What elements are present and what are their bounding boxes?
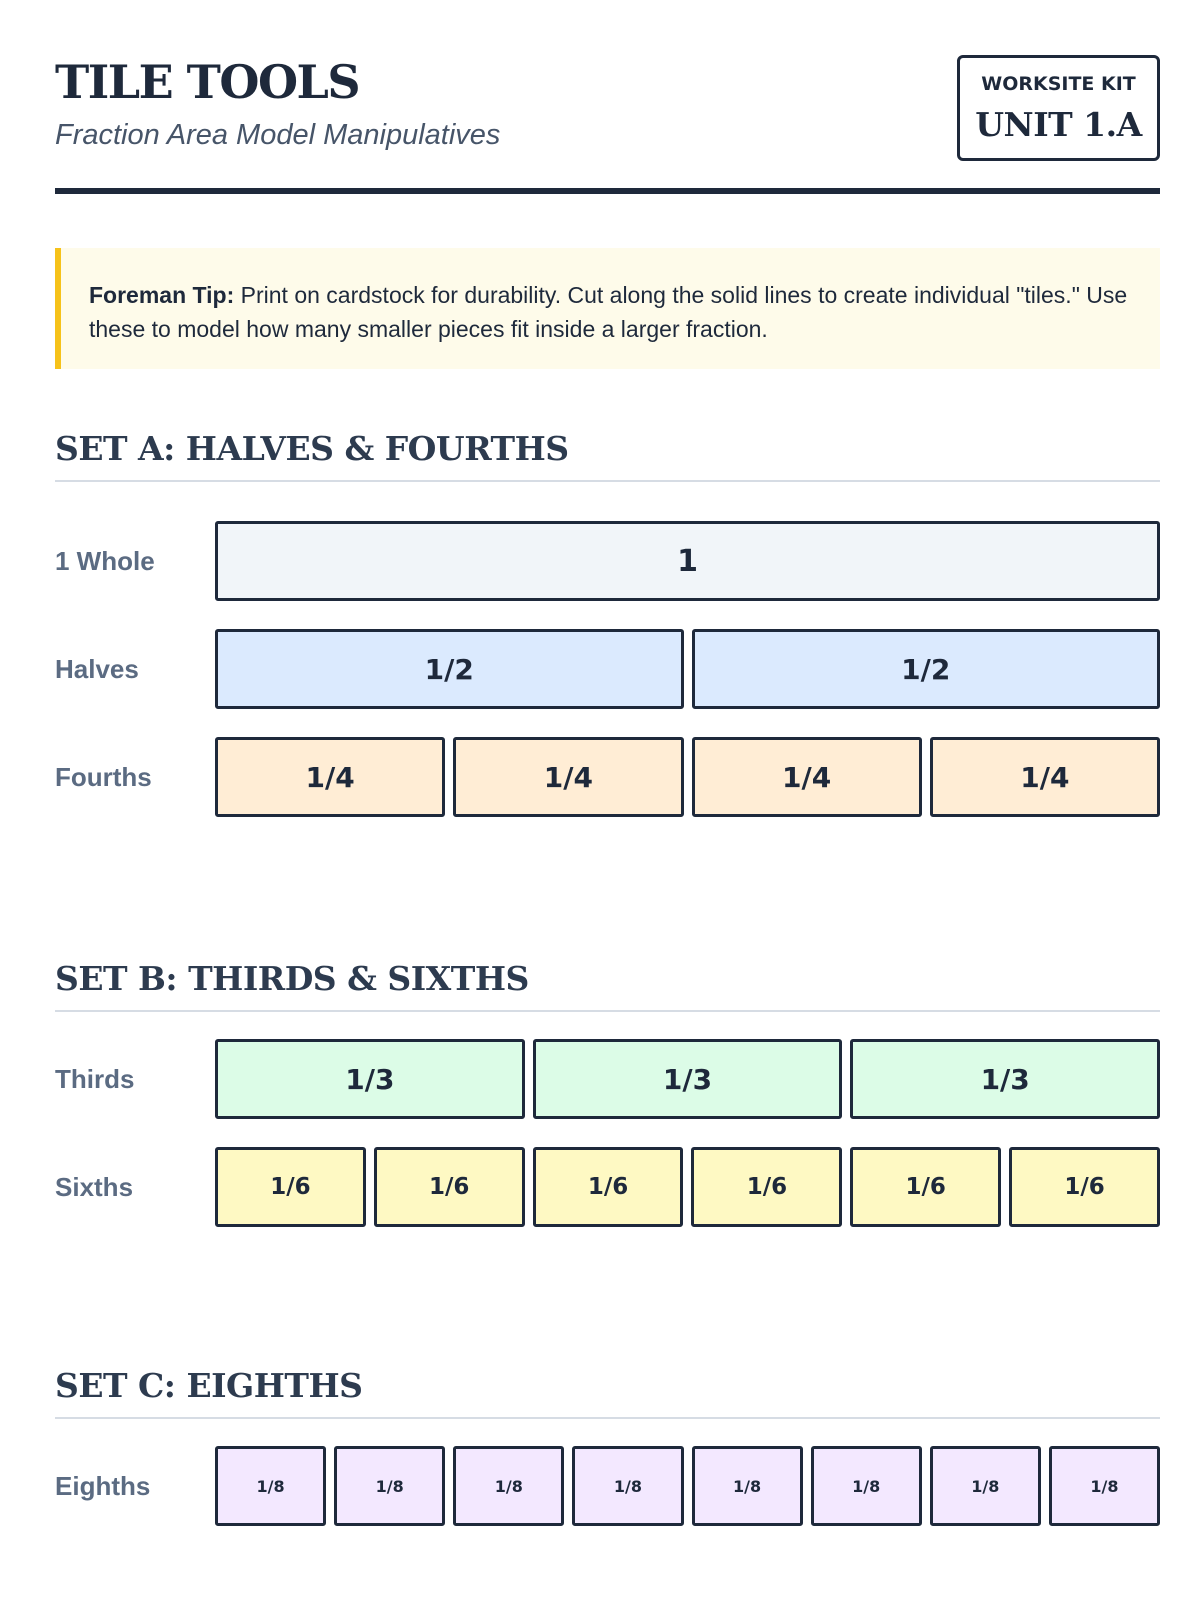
section-title-set-b: SET B: THIRDS & SIXTHS bbox=[55, 959, 529, 998]
tile-eighth[interactable]: 1/8 bbox=[572, 1446, 683, 1526]
tiles-fourths bbox=[215, 737, 1160, 817]
tile-sixth[interactable]: 1/6 bbox=[533, 1147, 684, 1227]
tip-label: Foreman Tip: bbox=[89, 282, 235, 308]
tile-eighth[interactable]: 1/8 bbox=[692, 1446, 803, 1526]
tile-eighth[interactable]: 1/8 bbox=[334, 1446, 445, 1526]
kit-unit: UNIT 1.A bbox=[975, 105, 1142, 144]
tile-half[interactable]: 1/2 bbox=[692, 629, 1161, 709]
tile-fourth[interactable]: 1/4 bbox=[930, 737, 1160, 817]
section-header-set-c bbox=[55, 1366, 1160, 1419]
row-label-eighths: Eighths bbox=[55, 1471, 151, 1501]
tile-fourth[interactable]: 1/4 bbox=[215, 737, 445, 817]
tiles-halves bbox=[215, 629, 1160, 709]
section-header-set-a bbox=[55, 429, 1160, 482]
tile-third[interactable]: 1/3 bbox=[215, 1039, 525, 1119]
tile-eighth[interactable]: 1/8 bbox=[811, 1446, 922, 1526]
tile-half[interactable]: 1/2 bbox=[215, 629, 684, 709]
tile-sixth[interactable]: 1/6 bbox=[374, 1147, 525, 1227]
tiles-whole bbox=[215, 521, 1160, 601]
row-whole bbox=[55, 521, 1160, 601]
row-label-whole: 1 Whole bbox=[55, 546, 155, 576]
section-title-set-c: SET C: EIGHTHS bbox=[55, 1366, 363, 1405]
section-header-set-b bbox=[55, 959, 1160, 1012]
row-sixths bbox=[55, 1147, 1160, 1227]
row-halves bbox=[55, 629, 1160, 709]
row-eighths bbox=[55, 1446, 1160, 1526]
row-label-sixths: Sixths bbox=[55, 1172, 134, 1202]
tiles-thirds bbox=[215, 1039, 1160, 1119]
tile-sixth[interactable]: 1/6 bbox=[215, 1147, 366, 1227]
row-label-thirds: Thirds bbox=[55, 1064, 135, 1094]
header bbox=[55, 55, 1160, 195]
tile-sixth[interactable]: 1/6 bbox=[850, 1147, 1001, 1227]
tile-sixth[interactable]: 1/6 bbox=[1009, 1147, 1160, 1227]
tiles-eighths bbox=[215, 1446, 1160, 1526]
kit-badge bbox=[957, 55, 1160, 161]
row-label-fourths: Fourths bbox=[55, 762, 152, 792]
section-title-set-a: SET A: HALVES & FOURTHS bbox=[55, 429, 569, 468]
worksheet-page bbox=[55, 0, 1160, 1600]
tile-eighth[interactable]: 1/8 bbox=[215, 1446, 326, 1526]
tile-fourth[interactable]: 1/4 bbox=[692, 737, 922, 817]
tile-third[interactable]: 1/3 bbox=[850, 1039, 1160, 1119]
page-subtitle: Fraction Area Model Manipulatives bbox=[55, 119, 501, 151]
row-thirds bbox=[55, 1039, 1160, 1119]
tile-sixth[interactable]: 1/6 bbox=[691, 1147, 842, 1227]
tile-eighth[interactable]: 1/8 bbox=[1049, 1446, 1160, 1526]
tile-whole[interactable]: 1 bbox=[215, 521, 1160, 601]
tile-third[interactable]: 1/3 bbox=[533, 1039, 843, 1119]
tile-eighth[interactable]: 1/8 bbox=[453, 1446, 564, 1526]
foreman-tip-callout bbox=[55, 248, 1160, 369]
page-title: TILE TOOLS bbox=[55, 55, 360, 109]
tile-fourth[interactable]: 1/4 bbox=[453, 737, 683, 817]
header-divider bbox=[55, 188, 1160, 194]
tile-eighth[interactable]: 1/8 bbox=[930, 1446, 1041, 1526]
row-label-halves: Halves bbox=[55, 654, 139, 684]
row-fourths bbox=[55, 737, 1160, 817]
tip-text: Print on cardstock for durability. Cut along the solid lines to create individual "tiles." Use these to model how many smaller pieces fit inside a larger fraction. bbox=[89, 282, 1128, 342]
tiles-sixths bbox=[215, 1147, 1160, 1227]
kit-label: WORKSITE KIT bbox=[981, 73, 1136, 95]
